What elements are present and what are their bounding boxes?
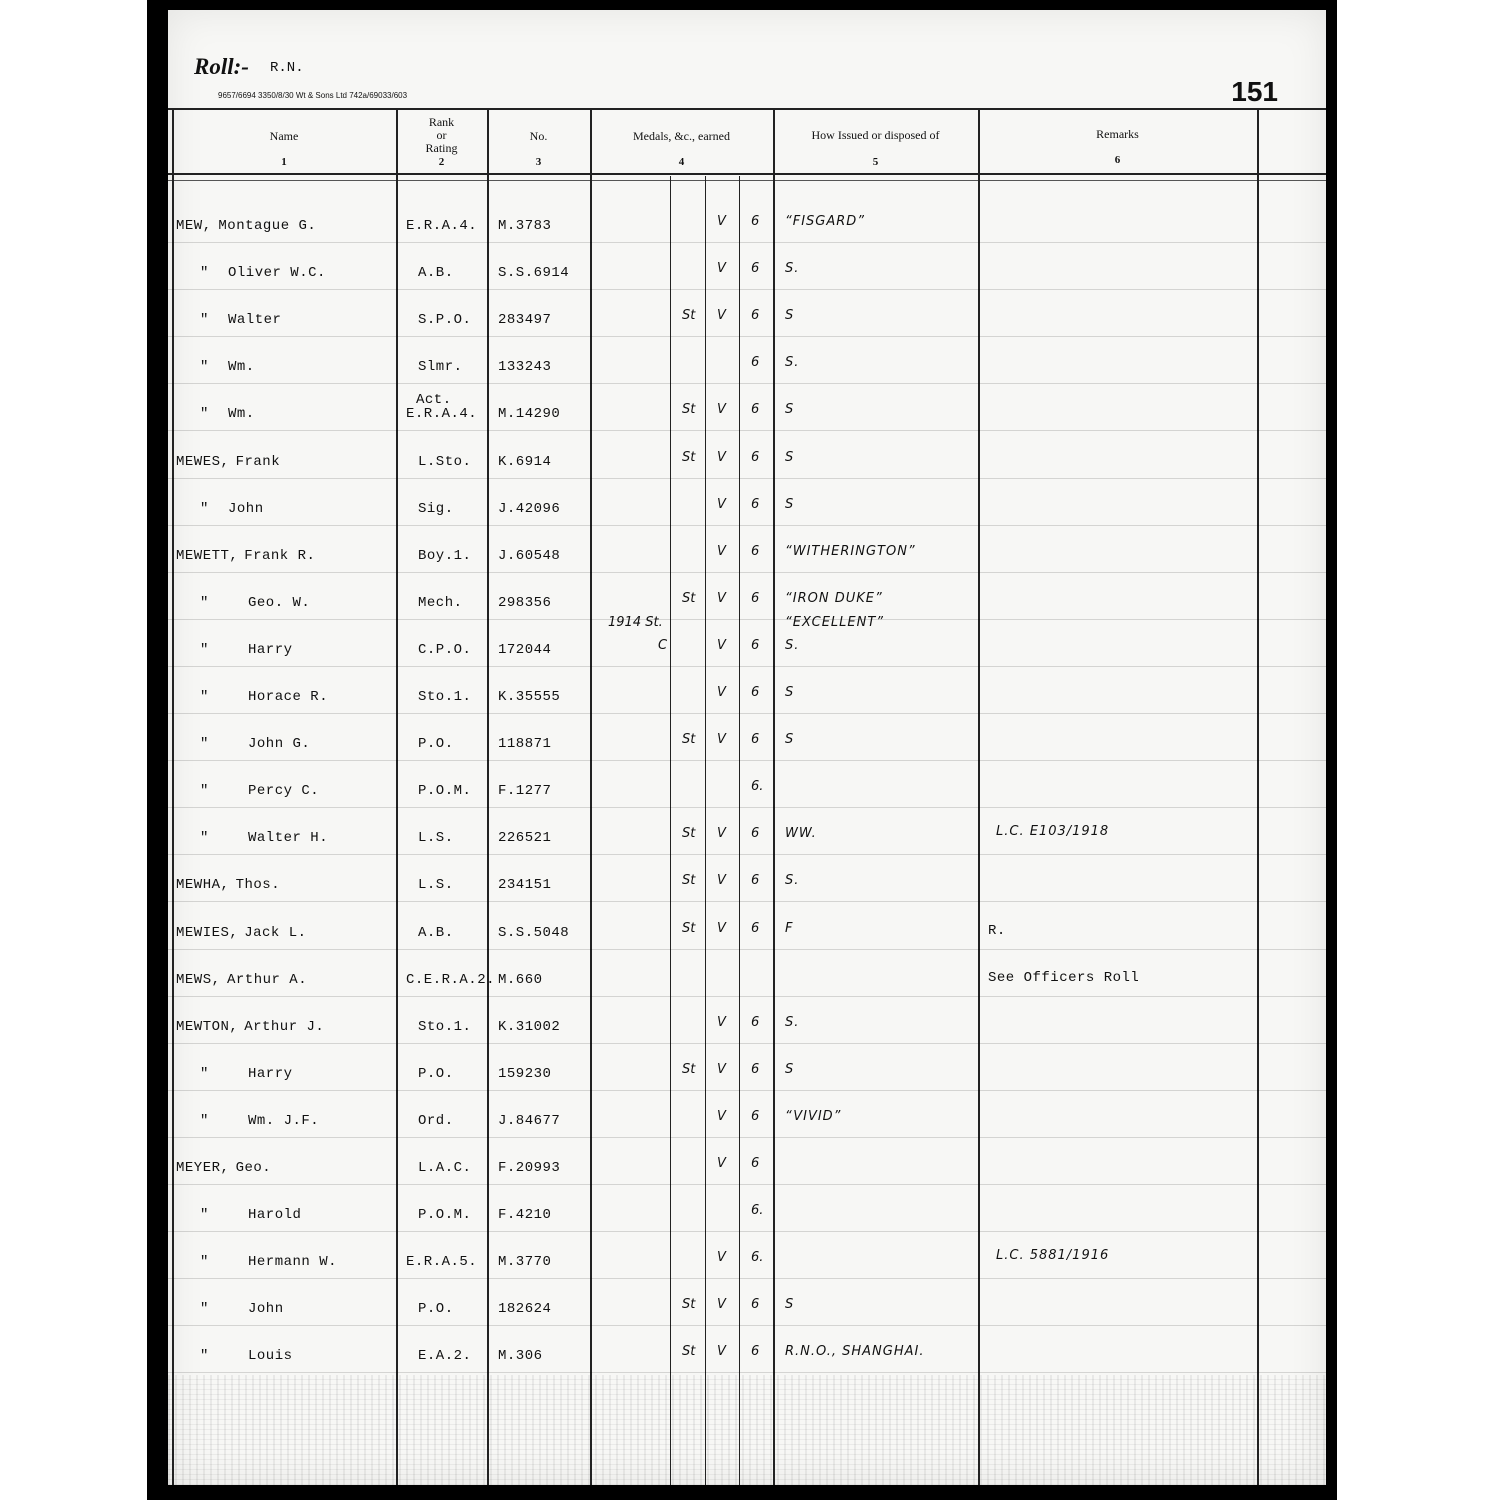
entry-star-mark: St xyxy=(682,1062,696,1077)
entry-surname: " xyxy=(200,1113,209,1129)
entry-rank: A.B. xyxy=(418,925,454,941)
entry-surname: MEW, xyxy=(176,218,212,234)
entry-surname: " xyxy=(200,1066,209,1082)
entry-star-mark: St xyxy=(682,591,696,606)
ruled-line xyxy=(168,619,1326,620)
entry-service-number: 133243 xyxy=(498,359,552,375)
entry-rank: Sto.1. xyxy=(418,689,472,705)
entry-rank: Sto.1. xyxy=(418,1019,472,1035)
col-number-4: 4 xyxy=(678,156,685,168)
entry-vm-mark: 6 xyxy=(751,1015,760,1030)
entry-surname: " xyxy=(200,689,209,705)
entry-issued: S xyxy=(785,1297,795,1312)
entry-rank: P.O. xyxy=(418,1066,454,1082)
entry-rank: P.O. xyxy=(418,736,454,752)
ruled-line xyxy=(168,289,1326,290)
entry-rank: L.S. xyxy=(418,830,454,846)
entry-service-number: K.35555 xyxy=(498,689,561,705)
ledger-page xyxy=(168,10,1326,1485)
entry-bwm-mark: V xyxy=(717,1109,726,1124)
ruled-line xyxy=(168,430,1326,431)
entry-rank: Sig. xyxy=(418,501,454,517)
ruled-line xyxy=(168,1372,1326,1373)
entry-given-name: Arthur A. xyxy=(227,972,308,988)
entry-surname: " xyxy=(200,595,209,611)
entry-service-number: 159230 xyxy=(498,1066,552,1082)
page-number: 151 xyxy=(1231,76,1278,107)
entry-medal-note: 1914 St. xyxy=(608,615,663,630)
entry-bwm-mark: V xyxy=(717,308,726,323)
entry-issued: “VIVID” xyxy=(785,1109,842,1124)
entry-given-name: Horace R. xyxy=(248,689,329,705)
header-top-rule xyxy=(168,108,1326,110)
ruled-line xyxy=(168,1325,1326,1326)
entry-vm-mark: 6 xyxy=(751,1344,760,1359)
medal-sub-divider xyxy=(670,176,671,1485)
entry-surname: " xyxy=(200,1348,209,1364)
entry-star-mark: St xyxy=(682,308,696,323)
entry-surname: " xyxy=(200,642,209,658)
entry-surname: " xyxy=(200,312,209,328)
ruled-line xyxy=(168,1090,1326,1091)
entry-rank: E.R.A.4. xyxy=(406,406,478,422)
entry-service-number: 298356 xyxy=(498,595,552,611)
entry-given-name: Frank R. xyxy=(244,548,316,564)
entry-vm-mark: 6. xyxy=(751,779,764,794)
entry-issued: S. xyxy=(785,1015,800,1030)
entry-bwm-mark: V xyxy=(717,1062,726,1077)
entry-vm-mark: 6 xyxy=(751,402,760,417)
entry-bwm-mark: V xyxy=(717,497,726,512)
entry-remarks: R. xyxy=(988,923,1006,939)
entry-given-name: Geo. xyxy=(235,1160,272,1176)
entry-service-number: 182624 xyxy=(498,1301,552,1317)
entry-given-name: Wm. xyxy=(228,359,255,375)
print-reference: 9657/6694 3350/8/30 Wt & Sons Ltd 742a/69033/603 xyxy=(218,91,408,100)
entry-vm-mark: 6 xyxy=(751,638,760,653)
entry-rank: P.O.M. xyxy=(418,783,472,799)
entry-vm-mark: 6. xyxy=(751,1203,764,1218)
entry-service-number: M.14290 xyxy=(498,406,561,422)
entry-star-mark: St xyxy=(682,402,696,417)
entry-service-number: J.84677 xyxy=(498,1113,561,1129)
entry-rank: L.Sto. xyxy=(418,454,472,470)
header-double-rule xyxy=(168,180,1326,181)
entry-vm-mark: 6 xyxy=(751,450,760,465)
entry-star-mark: St xyxy=(682,826,696,841)
ruled-line xyxy=(168,1137,1326,1138)
col-header-name: Name xyxy=(269,129,299,143)
col-header-issued: How Issued or disposed of xyxy=(811,128,940,142)
entry-vm-mark: 6 xyxy=(751,355,760,370)
entry-bwm-mark: V xyxy=(717,732,726,747)
entry-vm-mark: 6 xyxy=(751,685,760,700)
entry-rank: E.R.A.5. xyxy=(406,1254,478,1270)
entry-surname: " xyxy=(200,736,209,752)
entry-issued: S xyxy=(785,450,795,465)
col-header-rank: Rank or Rating xyxy=(425,115,458,155)
entry-bwm-mark: V xyxy=(717,214,726,229)
entry-surname: " xyxy=(200,265,209,281)
entry-issued: S. xyxy=(785,638,800,653)
entry-given-name: Frank xyxy=(235,454,281,470)
roll-label: Roll:- xyxy=(194,54,249,79)
entry-surname: " xyxy=(200,359,209,375)
entry-issued: “FISGARD” xyxy=(785,214,866,229)
entry-bwm-mark: V xyxy=(717,826,726,841)
entry-star-mark: St xyxy=(682,450,696,465)
col-number-1: 1 xyxy=(281,156,287,168)
entry-given-name: Wm. xyxy=(228,406,255,422)
entry-vm-mark: 6 xyxy=(751,1062,760,1077)
entry-surname: " xyxy=(200,406,209,422)
medal-sub-divider xyxy=(705,176,706,1485)
entry-surname: MEWETT, xyxy=(176,548,239,564)
entry-service-number: M.306 xyxy=(498,1348,543,1364)
entry-given-name: Hermann W. xyxy=(248,1254,338,1270)
entry-service-number: S.S.5048 xyxy=(498,925,570,941)
entry-service-number: 172044 xyxy=(498,642,552,658)
entry-given-name: Arthur J. xyxy=(244,1019,325,1035)
entry-given-name: Louis xyxy=(248,1348,293,1364)
entry-issued: “IRON DUKE” xyxy=(785,591,883,606)
entry-vm-mark: 6 xyxy=(751,497,760,512)
entry-surname: " xyxy=(200,1207,209,1223)
entry-given-name: Percy C. xyxy=(248,783,320,799)
ruled-line xyxy=(168,1231,1326,1232)
entry-vm-mark: 6. xyxy=(751,1250,764,1265)
entry-service-number: 234151 xyxy=(498,877,552,893)
entry-issued: S. xyxy=(785,355,800,370)
entry-given-name: Walter H. xyxy=(248,830,329,846)
ruled-line xyxy=(168,336,1326,337)
ruled-line xyxy=(168,949,1326,950)
entry-bwm-mark: V xyxy=(717,1015,726,1030)
entry-issued: “WITHERINGTON” xyxy=(785,544,916,559)
entry-star-mark: St xyxy=(682,921,696,936)
entry-service-number: F.1277 xyxy=(498,783,552,799)
entry-vm-mark: 6 xyxy=(751,544,760,559)
entry-star-mark: St xyxy=(682,1344,696,1359)
ruled-line xyxy=(168,478,1326,479)
col-number-3: 3 xyxy=(535,156,542,168)
entry-surname: " xyxy=(200,1301,209,1317)
ruled-line xyxy=(168,1278,1326,1279)
entry-issued: S xyxy=(785,685,795,700)
entry-bwm-mark: V xyxy=(717,402,726,417)
entry-rank: C.E.R.A.2. xyxy=(406,972,496,988)
entry-bwm-mark: V xyxy=(717,1344,726,1359)
entry-service-number: J.42096 xyxy=(498,501,561,517)
entry-given-name: Geo. W. xyxy=(248,595,311,611)
entry-given-name: Walter xyxy=(228,312,282,328)
entry-vm-mark: 6 xyxy=(751,1297,760,1312)
ruled-line xyxy=(168,760,1326,761)
entry-bwm-mark: V xyxy=(717,873,726,888)
entry-service-number: J.60548 xyxy=(498,548,561,564)
entry-service-number: M.660 xyxy=(498,972,543,988)
entry-service-number: F.4210 xyxy=(498,1207,552,1223)
entry-vm-mark: 6 xyxy=(751,732,760,747)
col-number-5: 5 xyxy=(872,156,879,168)
entry-star-mark: St xyxy=(682,873,696,888)
entry-given-name: Wm. J.F. xyxy=(248,1113,320,1129)
entry-service-number: M.3770 xyxy=(498,1254,552,1270)
entry-given-name: John xyxy=(248,1301,284,1317)
ruled-line xyxy=(168,383,1326,384)
entry-issued: WW. xyxy=(785,826,817,841)
ruled-line xyxy=(168,901,1326,902)
entry-rank: Slmr. xyxy=(418,359,463,375)
entry-rank: C.P.O. xyxy=(418,642,472,658)
entry-rank: L.A.C. xyxy=(418,1160,472,1176)
entry-service-number: 283497 xyxy=(498,312,552,328)
ruled-line xyxy=(168,996,1326,997)
entry-bwm-mark: V xyxy=(717,450,726,465)
ruled-line xyxy=(168,1184,1326,1185)
entry-bwm-mark: V xyxy=(717,1297,726,1312)
entry-issued: S xyxy=(785,732,795,747)
entry-vm-mark: 6 xyxy=(751,1156,760,1171)
entry-issued: R.N.O., SHANGHAI. xyxy=(785,1344,925,1359)
entry-service-number: 226521 xyxy=(498,830,552,846)
entry-vm-mark: 6 xyxy=(751,826,760,841)
entry-surname: MEWTON, xyxy=(176,1019,239,1035)
ruled-line xyxy=(168,1043,1326,1044)
entry-issued: S xyxy=(785,1062,795,1077)
entry-bwm-mark: V xyxy=(717,685,726,700)
entry-remarks: L.C. E103/1918 xyxy=(996,824,1110,839)
entry-given-name: John G. xyxy=(248,736,311,752)
entry-bwm-mark: V xyxy=(717,544,726,559)
entry-rank: E.A.2. xyxy=(418,1348,472,1364)
entry-star-mark: St xyxy=(682,732,696,747)
col-header-number: No. xyxy=(529,129,548,143)
entry-given-name: Harold xyxy=(248,1207,302,1223)
col-header-remarks: Remarks xyxy=(1096,127,1139,141)
entry-rank: L.S. xyxy=(418,877,454,893)
header-bottom-rule xyxy=(168,173,1326,175)
col-header-medals: Medals, &c., earned xyxy=(633,129,730,143)
entry-issued-extra: “EXCELLENT” xyxy=(785,615,885,630)
entry-surname: " xyxy=(200,501,209,517)
medal-sub-divider xyxy=(739,176,740,1485)
ruled-line xyxy=(168,854,1326,855)
entry-service-number: K.6914 xyxy=(498,454,552,470)
entry-given-name: Harry xyxy=(248,642,293,658)
entry-surname: MEWHA, xyxy=(176,877,230,893)
entry-surname: " xyxy=(200,783,209,799)
entry-vm-mark: 6 xyxy=(751,1109,760,1124)
entry-bwm-mark: V xyxy=(717,638,726,653)
col-number-6: 6 xyxy=(1114,154,1121,166)
ruled-line xyxy=(168,525,1326,526)
entry-issued: S xyxy=(785,497,795,512)
entry-bwm-mark: V xyxy=(717,1156,726,1171)
entry-vm-mark: 6 xyxy=(751,921,760,936)
roll-service: R.N. xyxy=(270,60,304,76)
entry-vm-mark: 6 xyxy=(751,873,760,888)
entry-issued: S xyxy=(785,308,795,323)
col-number-2: 2 xyxy=(438,156,445,168)
entry-bwm-mark: V xyxy=(717,591,726,606)
entry-remarks: See Officers Roll xyxy=(988,970,1140,986)
entry-given-name: Harry xyxy=(248,1066,293,1082)
entry-surname: MEWES, xyxy=(176,454,230,470)
entry-issued: S xyxy=(785,402,795,417)
entry-rank-prefix: Act. xyxy=(416,392,452,408)
entry-given-name: Jack L. xyxy=(244,925,307,941)
ruled-line xyxy=(168,572,1326,573)
entry-surname: " xyxy=(200,1254,209,1270)
entry-surname: " xyxy=(200,830,209,846)
ruled-line xyxy=(168,242,1326,243)
ruled-line xyxy=(168,666,1326,667)
entry-surname: MEYER, xyxy=(176,1160,230,1176)
entry-rank: Mech. xyxy=(418,595,463,611)
entry-given-name: Thos. xyxy=(235,877,281,893)
entry-given-name: John xyxy=(228,501,264,517)
entry-issued: F xyxy=(785,921,794,936)
entry-service-number: 118871 xyxy=(498,736,552,752)
entry-bwm-mark: V xyxy=(717,261,726,276)
entry-medal-c: C xyxy=(658,638,668,653)
entry-rank: P.O.M. xyxy=(418,1207,472,1223)
entry-surname: MEWIES, xyxy=(176,925,239,941)
entry-rank: E.R.A.4. xyxy=(406,218,478,234)
scan-noise xyxy=(168,1375,1326,1485)
entry-vm-mark: 6 xyxy=(751,214,760,229)
entry-remarks: L.C. 5881/1916 xyxy=(996,1248,1110,1263)
entry-bwm-mark: V xyxy=(717,921,726,936)
entry-surname: MEWS, xyxy=(176,972,221,988)
entry-rank: S.P.O. xyxy=(418,312,472,328)
entry-vm-mark: 6 xyxy=(751,308,760,323)
entry-given-name: Montague G. xyxy=(218,218,317,234)
entry-service-number: M.3783 xyxy=(498,218,552,234)
entry-given-name: Oliver W.C. xyxy=(228,265,326,281)
entry-service-number: F.20993 xyxy=(498,1160,561,1176)
entry-rank: Boy.1. xyxy=(418,548,472,564)
entry-issued: S. xyxy=(785,261,800,276)
entry-service-number: S.S.6914 xyxy=(498,265,570,281)
entry-star-mark: St xyxy=(682,1297,696,1312)
entry-service-number: K.31002 xyxy=(498,1019,561,1035)
entry-vm-mark: 6 xyxy=(751,591,760,606)
ruled-line xyxy=(168,713,1326,714)
entry-rank: Ord. xyxy=(418,1113,454,1129)
ruled-line xyxy=(168,807,1326,808)
entry-rank: A.B. xyxy=(418,265,454,281)
entry-bwm-mark: V xyxy=(717,1250,726,1265)
entry-rank: P.O. xyxy=(418,1301,454,1317)
entry-issued: S. xyxy=(785,873,800,888)
entry-vm-mark: 6 xyxy=(751,261,760,276)
